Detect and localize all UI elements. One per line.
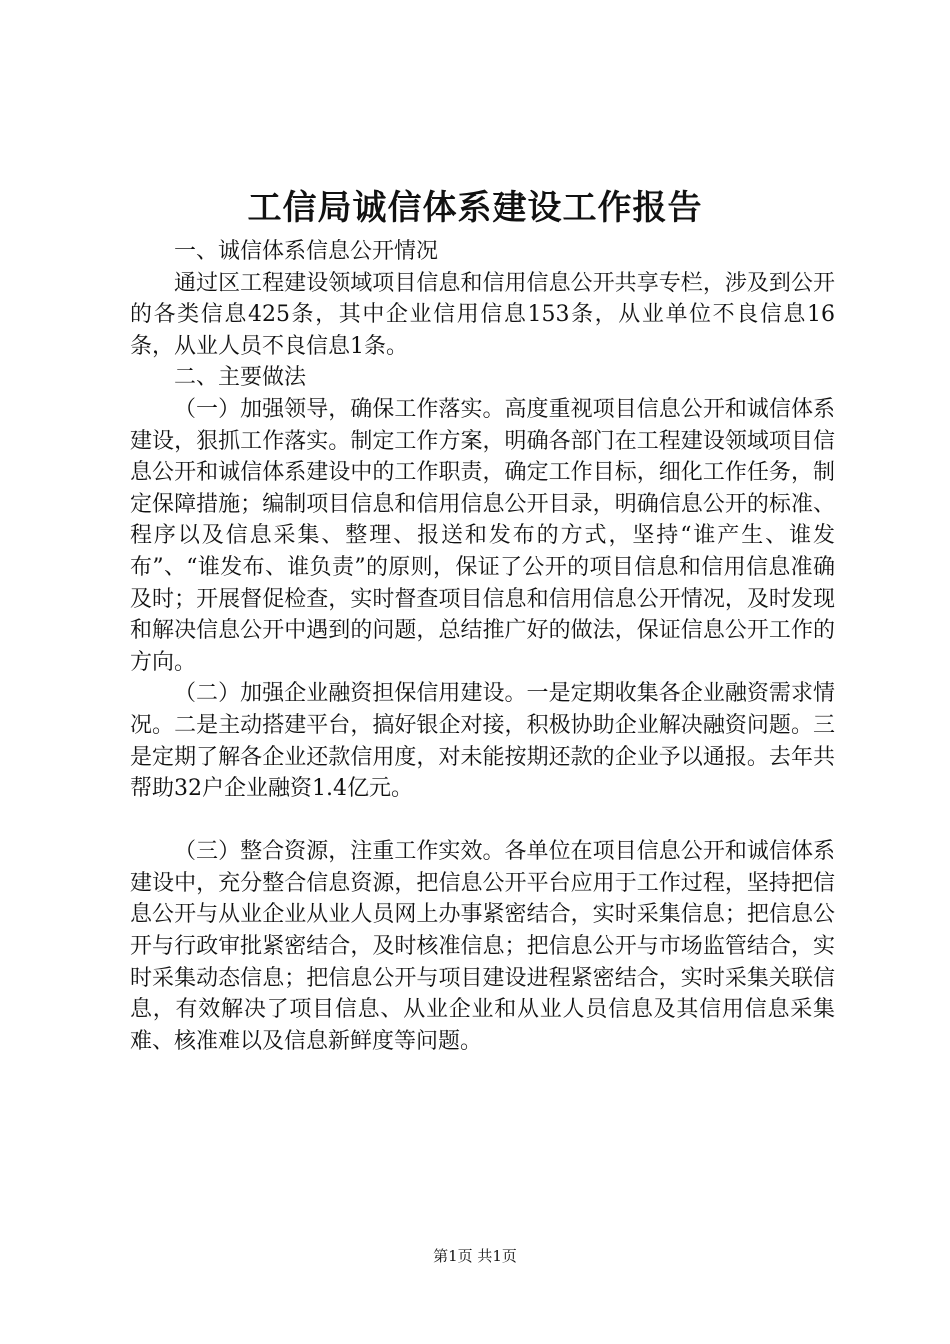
page-footer: 第1页 共1页 bbox=[433, 1247, 517, 1265]
section-heading-1: 一、诚信体系信息公开情况 bbox=[174, 239, 439, 264]
paragraph-disclosure-summary: 通过区工程建设领域项目信息和信用信息公开共享专栏，涉及到公开的各类信息425条，其中企业信用信息153条，从业单位不良信息16条，从业人员不良信息1条。 bbox=[130, 270, 835, 359]
paragraph-leadership: （一）加强领导，确保工作落实。高度重视项目信息公开和诚信体系建设，狠抓工作落实。制定工作方案，明确各部门在工程建设领域项目信息公开和诚信体系建设中的工作职责，确定工作目标，细化工作任务，制定保障措施；编制项目信息和信用信息公开目录，明确信息公开的标准、程序以及信息采集、整理、报送和发布的方式，坚持“谁产生、谁发布”、“谁发布、谁负责”的原则，保证了公开的项目信息和信用信息准确及时；开展督促检查，实时督查项目信息和信用信息公开情况，及时发现和解决信息公开中遇到的问题，总结推广好的做法，保证信息公开工作的方向。 bbox=[130, 396, 835, 675]
paragraph-resources: （三）整合资源，注重工作实效。各单位在项目信息公开和诚信体系建设中，充分整合信息资源，把信息公开平台应用于工作过程，坚持把信息公开与从业企业从业人员网上办事紧密结合，实时采集信息；把信息公开与行政审批紧密结合，及时核准信息；把信息公开与市场监管结合，实时采集动态信息；把信息公开与项目建设进程紧密结合，实时采集关联信息，有效解决了项目信息、从业企业和从业人员信息及其信用信息采集难、核准难以及信息新鲜度等问题。 bbox=[130, 839, 835, 1054]
document-body bbox=[130, 236, 835, 1057]
paragraph-financing: （二）加强企业融资担保信用建设。一是定期收集各企业融资需求情况。二是主动搭建平台，搞好银企对接，积极协助企业解决融资问题。三是定期了解各企业还款信用度，对未能按期还款的企业予以通报。去年共帮助32户企业融资1.4亿元。 bbox=[130, 681, 835, 802]
document-title: 工信局诚信体系建设工作报告 bbox=[247, 188, 703, 228]
section-heading-2: 二、主要做法 bbox=[174, 365, 307, 391]
